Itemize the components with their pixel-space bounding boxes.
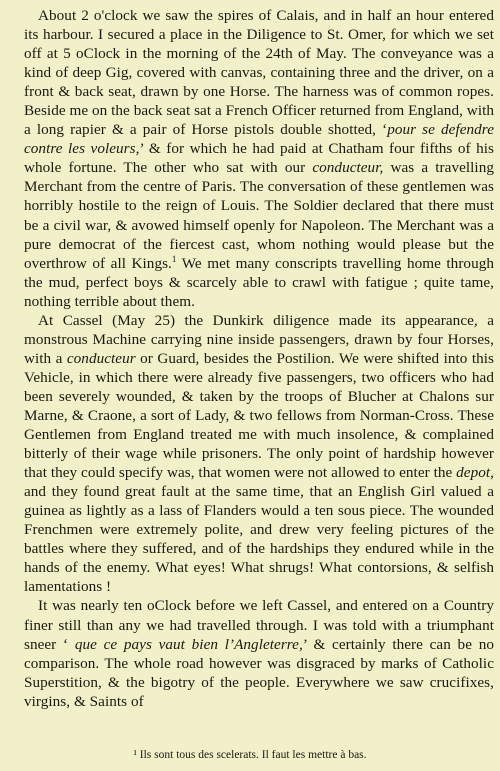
text-span: About 2 o'clock we saw the spires of Calais, and in half an hour entered its harbour. I secured a place in the Diligence to St. Omer, for which we set off at 5 oClock in the morning of the 24th of May. The conveyance was a kind of deep Gig, covered with canvas, containing three and the driver, on a front & back seat, drawn by one Horse. The harness was of common ropes. Beside me on the back seat sat a French Officer returned from England, with a long rapier & a pair of Horse pistols double shotted, ‘ — [24, 7, 494, 139]
text-span: We met many conscripts travelling home through the mud, perfect boys & scarcely able to crawl with fatigue ; quite tame, nothing terrible about them. — [24, 254, 494, 310]
footnote: ¹ Ils sont tous des scelerats. Il faut les mettre à bas. — [133, 749, 367, 761]
text-span: was a travelling Merchant from the centre of Paris. The conversation of these gentlemen was horribly hostile to the reign of Louis. The Soldier declared that there must be a civil war, & avowed himself openly for Napoleon. The Merchant was a pure democrat of the fiercest cast, whom nothing would please but the overthrow of all Kings. — [24, 159, 494, 272]
text-span: ’ & certainly there can be no comparison. The whole road however was disgraced by marks of Catholic Superstition, & the bigotry of the people. Everywhere we saw crucifixes, virgins, & Saints of — [24, 635, 494, 710]
body-text — [24, 6, 494, 711]
italic-phrase: conducteur — [66, 349, 136, 367]
italic-phrase: que ce pays vaut bien l’Angleterre, — [74, 635, 303, 653]
italic-phrase: pour se defendre contre les voleurs, — [24, 121, 494, 158]
text-span: or Guard, besides the Postilion. We were shifted into this Vehicle, in which there were already five passengers, two officers who had been severely wounded, & taken by the troops of Blucher at Chalons sur Marne, & Craone, a sort of Lady, & two fellows from Norman-Cross. These Gentlemen from England treated me with much insolence, & complained bitterly of their wage while prisoners. The only point of hardship however that they could specify was, that women were not allowed to enter the — [24, 349, 494, 482]
text-span: At Cassel (May 25) the Dunkirk diligence made its appearance, a monstrous Machine carrying nine inside passengers, drawn by four Horses, with a — [24, 311, 494, 367]
italic-phrase: conducteur, — [312, 159, 384, 177]
italic-phrase: depot, — [456, 464, 494, 482]
paragraph-1 — [24, 6, 494, 311]
text-span: ’ & for which he had paid at Chatham four fifths of his whole fortune. The other who sat with our — [24, 140, 495, 177]
paragraph-2 — [24, 311, 494, 597]
text-span: It was nearly ten oClock before we left Cassel, and entered on a Country finer still than any we had travelled through. I was told with a triumphant sneer ‘ — [24, 597, 494, 653]
paragraph-3 — [24, 596, 494, 710]
text-span: and they found great fault at the same time, that an English Girl valued a guinea as lightly as a lass of Flanders would a ten sous piece. The wounded Frenchmen were extremely polite, and drew very feeling pictures of the battles where they suffered, and of the hardships they endured while in the hands of the enemy. What eyes! What shrugs! What contorsions, & selfish lamentations ! — [24, 483, 494, 596]
footnote-marker: 1 — [171, 253, 177, 264]
